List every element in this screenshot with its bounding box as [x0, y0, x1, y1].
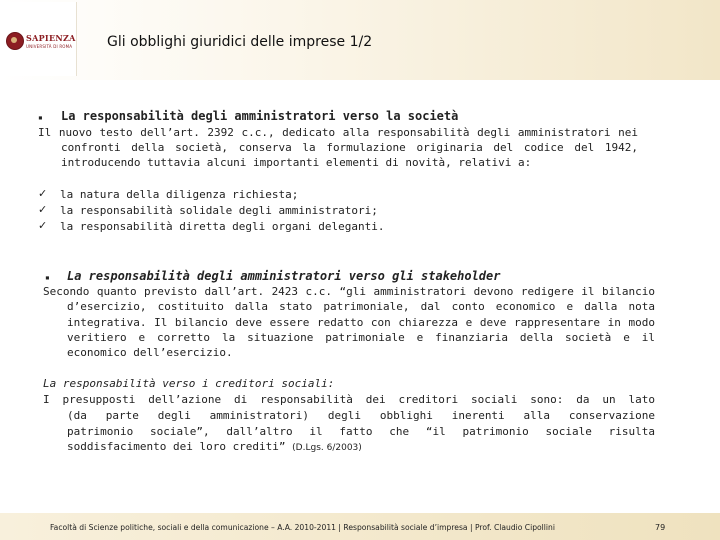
section1-paragraph-line: Il nuovo testo dell’art. 2392 c.c., dedicato alla responsabilità degli amministratori nei — [38, 126, 638, 139]
section2-heading: La responsabilità degli amministratori verso gli stakeholder — [67, 269, 501, 283]
check-icon: ✓ — [38, 203, 48, 216]
list-item: la natura della diligenza richiesta; — [60, 188, 299, 201]
section3-paragraph-line — [67, 440, 362, 455]
section3-paragraph-line: I presupposti dell’azione di responsabilità dei creditori sociali sono: da un lato — [43, 393, 655, 406]
list-item: la responsabilità solidale degli amministratori; — [60, 204, 378, 217]
section3-paragraph-line: (da parte degli amministratori) degli obblighi inerenti alla conservazione — [67, 409, 655, 422]
section1-paragraph-line: introducendo tuttavia alcuni importanti elementi di novità, relativi a: — [61, 156, 532, 169]
section2-paragraph-line: economico dell’esercizio. — [67, 346, 233, 359]
section2-bullet: ▪ — [45, 273, 50, 282]
page-number: 79 — [655, 523, 666, 532]
check-icon: ✓ — [38, 187, 48, 200]
section1-bullet: ▪ — [38, 113, 43, 122]
section2-paragraph-line: d’esercizio, costituito dalla stato patrimoniale, dal conto economico e dalla nota — [67, 300, 655, 313]
section3-last-line: soddisfacimento dei loro crediti” — [67, 440, 286, 453]
section1-paragraph-line: confronti della società, conserva la formulazione originaria del codice del 1942, — [61, 141, 638, 154]
logo-name: SAPIENZA — [26, 33, 76, 43]
list-item: la responsabilità diretta degli organi deleganti. — [60, 220, 385, 233]
check-icon: ✓ — [38, 219, 48, 232]
section3-heading: La responsabilità verso i creditori sociali: — [43, 377, 335, 390]
section3-paragraph-line: patrimonio sociale”, dall’altro il fatto che “il patrimonio sociale risulta — [67, 425, 655, 438]
section2-paragraph-line: Secondo quanto previsto dall’art. 2423 c.c. “gli amministratori devono redigere il bilancio — [43, 285, 655, 298]
footer-text: Facoltà di Scienze politiche, sociali e della comunicazione – A.A. 2010-2011 | Responsabilità sociale d’impresa | Prof. Claudio Cipollini — [50, 523, 555, 532]
slide-title: Gli obblighi giuridici delle imprese 1/2 — [107, 34, 373, 50]
legal-reference: (D.Lgs. 6/2003) — [292, 443, 362, 453]
logo-subtitle: UNIVERSITÀ DI ROMA — [26, 44, 73, 49]
section2-paragraph-line: veritiero e corretto la situazione patrimoniale e finanziaria della società e il — [67, 331, 655, 344]
section2-paragraph-line: integrativa. Il bilancio deve essere redatto con chiarezza e deve rappresentare in modo — [67, 316, 655, 329]
section1-heading: La responsabilità degli amministratori verso la società — [61, 109, 459, 123]
